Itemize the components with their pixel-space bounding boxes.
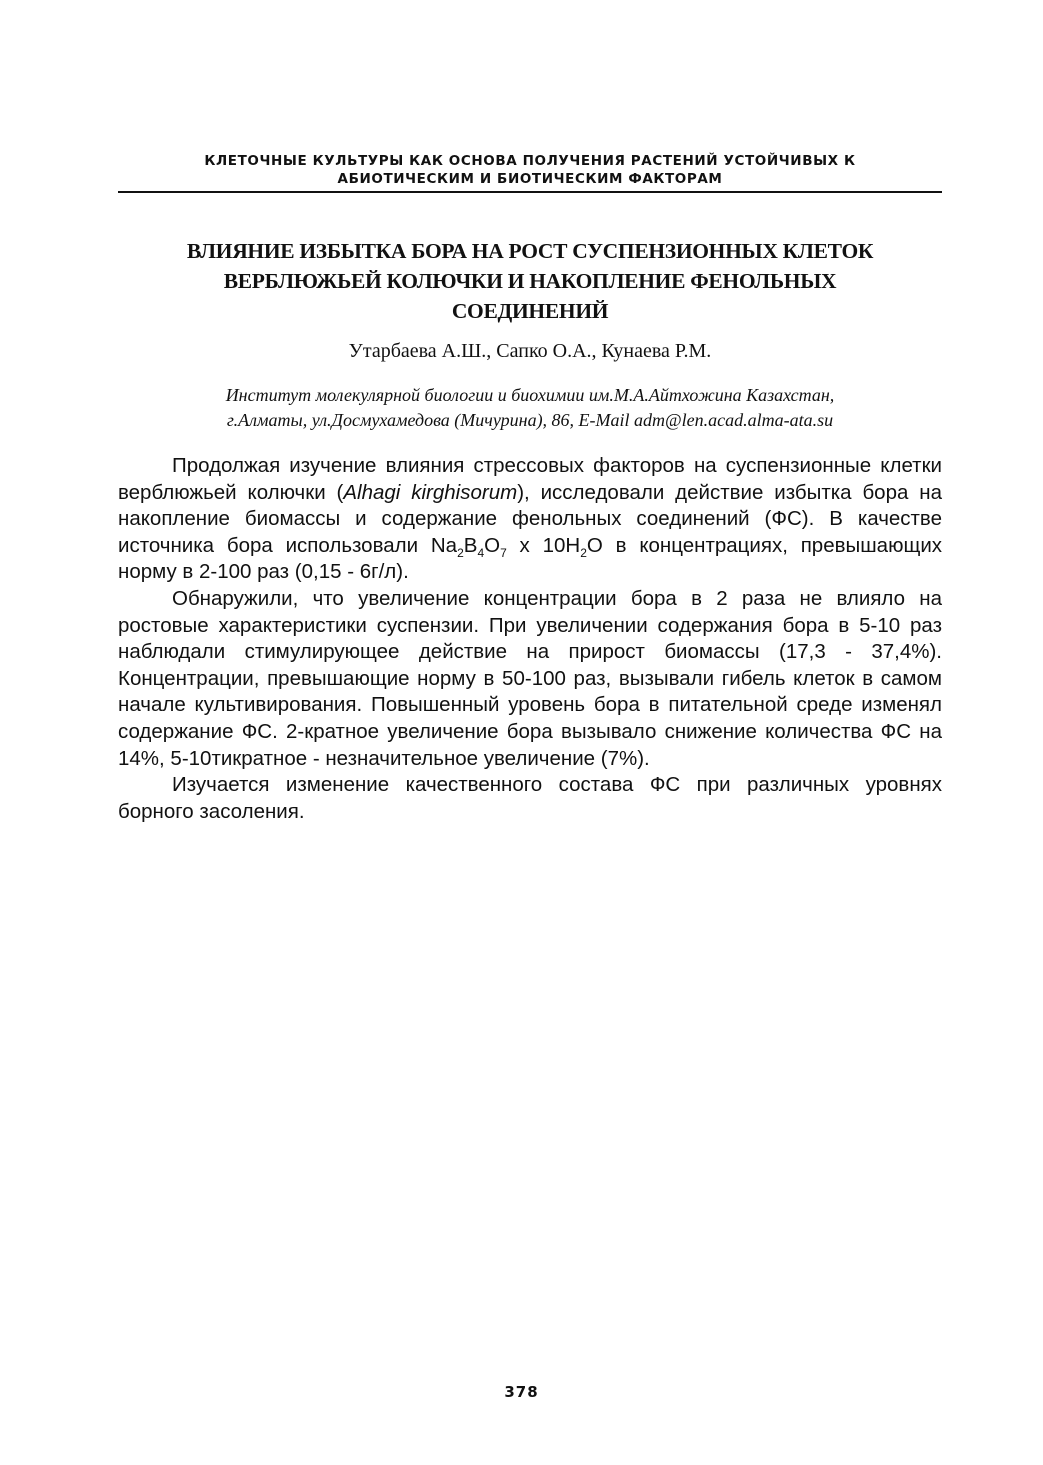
article-title-line-3: СОЕДИНЕНИЙ [451, 299, 609, 323]
affiliation-line-2: г.Алматы, ул.Досмухамедова (Мичурина), 86, E-Mail adm@len.acad.alma-ata.su [226, 410, 834, 430]
authors: Утарбаева А.Ш., Сапко О.А., Кунаева Р.М. [348, 340, 712, 362]
running-header [118, 152, 942, 188]
running-header-line-1: КЛЕТОЧНЫЕ КУЛЬТУРЫ КАК ОСНОВА ПОЛУЧЕНИЯ РАСТЕНИЙ УСТОЙЧИВЫХ К [204, 153, 856, 169]
paragraph-3: Изучается изменение качественного состава ФС при различных уровнях борного засоления. [118, 773, 942, 823]
article-title-line-2: ВЕРБЛЮЖЬЕЙ КОЛЮЧКИ И НАКОПЛЕНИЕ ФЕНОЛЬНЫХ [223, 269, 837, 293]
article-title [118, 236, 942, 326]
paragraph-2: Обнаружили, что увеличение концентрации бора в 2 раза не влияло на ростовые характеристики суспензии. При увеличении содержания бора в 5-10 раз наблюдали стимулирующее действие на прирост биомассы (17,3 - 37,4%). Концентрации, превышающие норму в 50-100 раз, вызывали гибель клеток в самом начале культивирования. Повышенный уровень бора в питательной среде изменял содержание ФС. 2-кратное увеличение бора вызывало снижение количества ФС на 14%, 5-10тикратное - незначительное увеличение (7%). [118, 586, 942, 770]
paragraph-1 [118, 453, 942, 586]
affiliation-line-1: Институт молекулярной биологии и биохимии им.М.А.Айтхожина Казахстан, [225, 385, 835, 405]
paragraph-1-text-b: ), исследовали действие избытка бора на накопление биомассы и содержание фенольных соединений (ФС). В качестве источника бора использовали Na [118, 480, 942, 557]
formula-element: B [463, 533, 478, 557]
article-title-line-1: ВЛИЯНИЕ ИЗБЫТКА БОРА НА РОСТ СУСПЕНЗИОННЫХ КЛЕТОК [186, 239, 874, 263]
formula-subscript: 7 [500, 545, 507, 560]
species-name: Alhagi kirghisorum [343, 480, 518, 504]
article-body [118, 453, 942, 825]
formula-element: O [484, 533, 501, 557]
running-header-line-2: АБИОТИЧЕСКИМ И БИОТИЧЕСКИМ ФАКТОРАМ [337, 171, 723, 187]
formula-subscript: 2 [580, 545, 587, 560]
formula-subscript: 2 [457, 545, 464, 560]
paragraph-1-text-c: O в концентрациях, превышающих норму в 2-100 раз (0,15 - 6г/л). [118, 533, 943, 584]
header-divider [118, 191, 942, 193]
formula-element: x 10H [506, 533, 581, 557]
page-number: 378 [504, 1383, 539, 1401]
formula-subscript: 4 [477, 545, 485, 560]
affiliation [118, 383, 942, 433]
paragraph-1-text-a: Продолжая изучение влияния стрессовых факторов на суспензионные клетки верблюжьей колючки ( [118, 454, 942, 504]
